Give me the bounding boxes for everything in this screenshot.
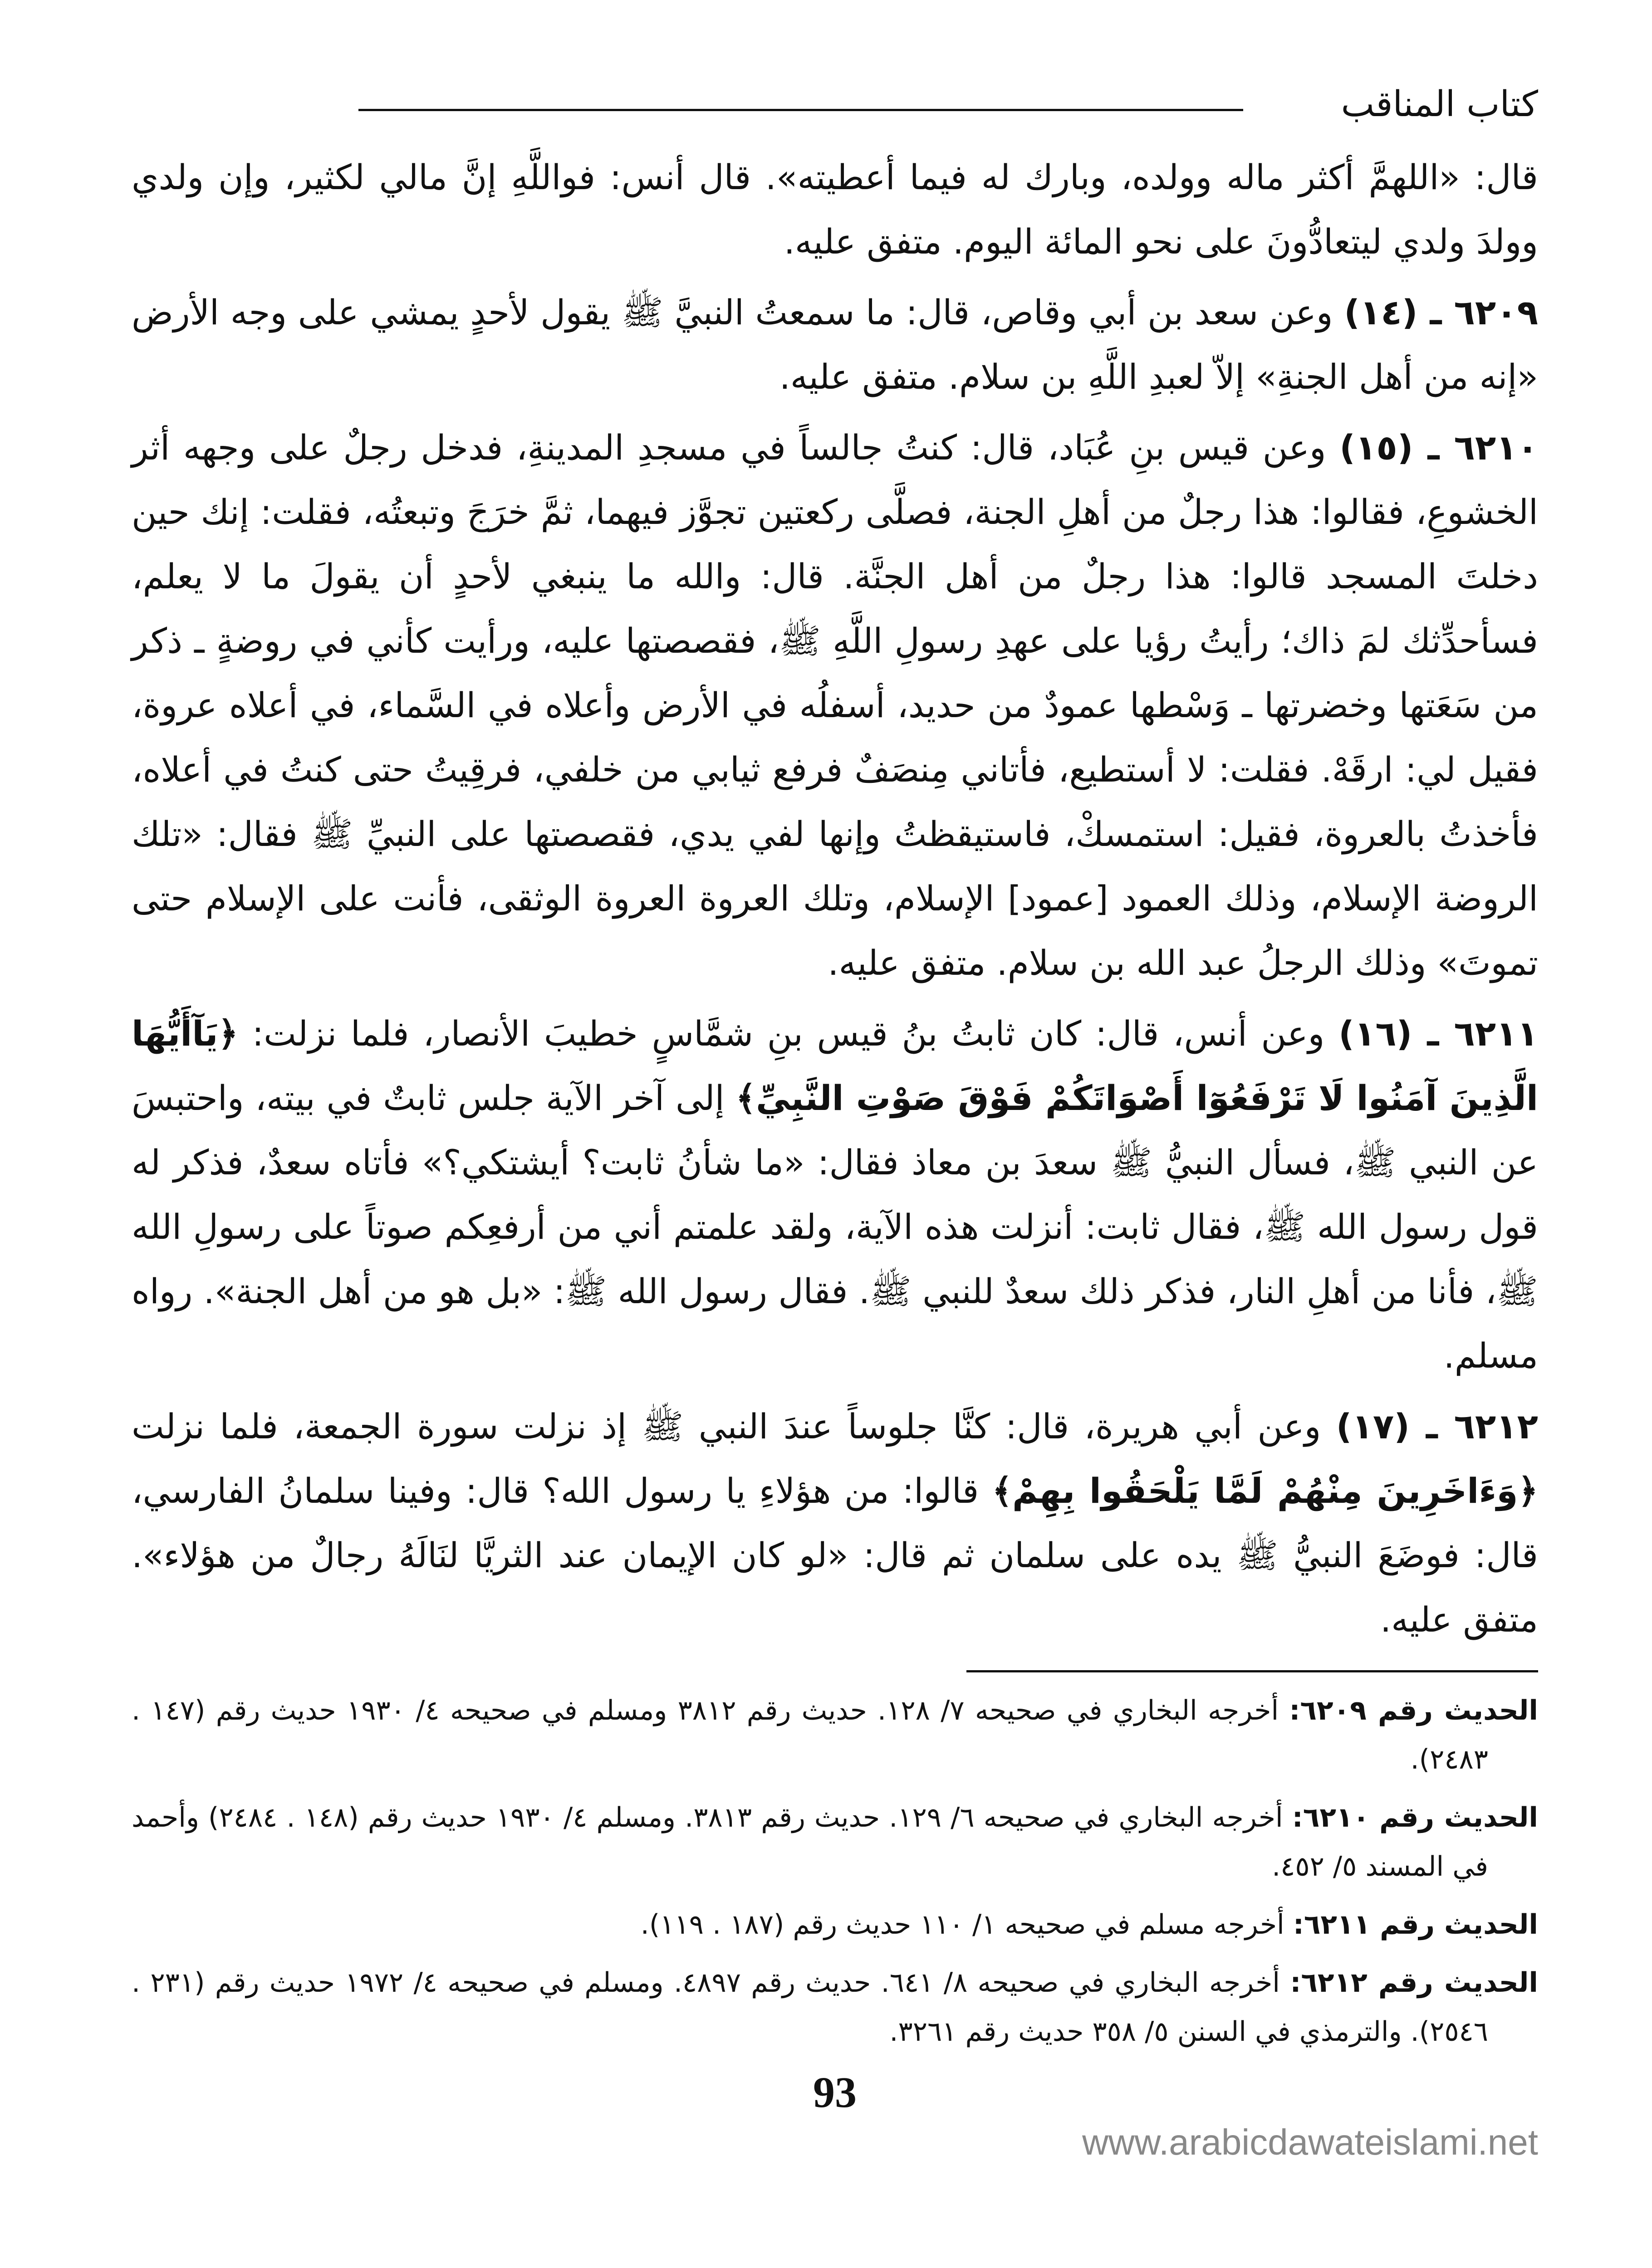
hadith-6212 [132, 1394, 1538, 1652]
page-number: 93 [813, 2068, 857, 2116]
footnote [132, 1686, 1538, 1784]
footnote-label: الحديث رقم ٦٢١٠: [1292, 1802, 1539, 1833]
hadith-number: ٦٢١٠ ـ (١٥) [1339, 427, 1538, 468]
footnote-text: أخرجه البخاري في صحيحه ٦/ ١٢٩. حديث رقم ٣٨١٣. ومسلم ٤/ ١٩٣٠ حديث رقم (١٤٨ . ٢٤٨٤) وأحمد في المسند ٥/ ٤٥٢. [132, 1802, 1488, 1882]
footnote-label: الحديث رقم ٦٢١١: [1293, 1909, 1538, 1941]
footnote-separator [966, 1670, 1538, 1672]
header-rule [358, 109, 1243, 111]
paragraph [132, 145, 1538, 274]
paragraph-text: قالوا: من هؤلاءِ يا رسول الله؟ قال: وفينا سلمانُ الفارسي، قال: فوضَعَ النبيُّ ﷺ يده على سلمان ثم قال: «لو كان الإيمان عند الثريَّا لنَالَهُ رجالٌ من هؤلاء». متفق عليه. [132, 1471, 1538, 1640]
quran-verse: ﴿وَءَاخَرِينَ مِنْهُمْ لَمَّا يَلْحَقُوا بِهِمْ﴾ [992, 1471, 1538, 1511]
footnote-label: الحديث رقم ٦٢٠٩: [1289, 1695, 1538, 1726]
footnote-text: أخرجه البخاري في صحيحه ٧/ ١٢٨. حديث رقم ٣٨١٢ ومسلم في صحيحه ٤/ ١٩٣٠ حديث رقم (١٤٧ . ٢٤٨٣). [132, 1695, 1488, 1775]
footnotes [132, 1686, 1538, 2056]
chapter-title: كتاب المناقب [1341, 84, 1538, 125]
footnote [132, 1900, 1538, 1949]
footnote-text: أخرجه البخاري في صحيحه ٨/ ٦٤١. حديث رقم ٤٨٩٧. ومسلم في صحيحه ٤/ ١٩٧٢ حديث رقم (٢٣١ . ٢٥٤٦). والترمذي في السنن ٥/ ٣٥٨ حديث رقم ٣٢٦١. [132, 1967, 1488, 2048]
footnote [132, 1958, 1538, 2056]
hadith-6211 [132, 1002, 1538, 1388]
footnote-text: أخرجه مسلم في صحيحه ١/ ١١٠ حديث رقم (١٨٧ . ١١٩). [640, 1909, 1284, 1941]
hadith-number: ٦٢١١ ـ (١٦) [1338, 1013, 1538, 1054]
paragraph-text: وعن قيس بنِ عُبَاد، قال: كنتُ جالساً في مسجدِ المدينةِ، فدخل رجلٌ على وجهه أثر الخشوعِ، فقالوا: هذا رجلٌ من أهلِ الجنة، فصلَّى ركعتين تجوَّز فيهما، ثمَّ خرَجَ وتبعتُه، فقلت: إنك حين دخلتَ المسجد قالوا: هذا رجلٌ من أهل الجنَّة. قال: والله ما ينبغي لأحدٍ أن يقولَ ما لا يعلم، فسأحدِّثك لمَ ذاك؛ رأيتُ رؤيا على عهدِ رسولِ اللَّهِ ﷺ، فقصصتها عليه، ورأيت كأني في روضةٍ ـ ذكر من سَعَتها وخضرتها ـ وَسْطها عمودٌ من حديد، أسفلُه في الأرض وأعلاه في السَّماء، في أعلاه عروة، فقيل لي: ارقَهْ. فقلت: لا أستطيع، فأتاني مِنصَفٌ فرفع ثيابي من خلفي، فرقِيتُ حتى كنتُ في أعلاه، فأخذتُ بالعروة، فقيل: استمسكْ، فاستيقظتُ وإنها لفي يدي، فقصصتها على النبيِّ ﷺ فقال: «تلك الروضة الإسلام، وذلك العمود [عمود] الإسلام، وتلك العروة العروة الوثقى، فأنت على الإسلام حتى تموتَ» وذلك الرجلُ عبد الله بن سلام. متفق عليه. [132, 427, 1538, 983]
watermark: www.arabicdawateislami.net [1082, 2122, 1538, 2162]
paragraph-text: إلى آخر الآية جلس ثابتٌ في بيته، واحتبسَ عن النبي ﷺ، فسأل النبيُّ ﷺ سعدَ بن معاذ فقال: «ما شأنُ ثابت؟ أيشتكي؟» فأتاه سعدٌ، فذكر له قول رسول الله ﷺ، فقال ثابت: أنزلت هذه الآية، ولقد علمتم أني من أرفعِكم صوتاً على رسولِ الله ﷺ، فأنا من أهلِ النار، فذكر ذلك سعدٌ للنبي ﷺ. فقال رسول الله ﷺ: «بل هو من أهل الجنة». رواه مسلم. [132, 1078, 1538, 1376]
paragraph-text: وعن سعد بن أبي وقاص، قال: ما سمعتُ النبيَّ ﷺ يقول لأحدٍ يمشي على وجه الأرض «إنه من أهل الجنةِ» إلاّ لعبدِ اللَّهِ بن سلام. متفق عليه. [132, 292, 1538, 397]
main-text [132, 145, 1538, 1652]
running-header [132, 77, 1538, 132]
quran-verse: ﴿يَآأَيُّهَا الَّذِينَ آمَنُوا لَا تَرْفَعُوٓا أَصْوَاتَكُمْ فَوْقَ صَوْتِ النَّبِيِّ﴾ [132, 1013, 1538, 1118]
hadith-number: ٦٢١٢ ـ (١٧) [1336, 1406, 1538, 1447]
paragraph-text: قال: «اللهمَّ أكثر ماله وولده، وبارك له فيما أعطيته». قال أنس: فواللَّهِ إنَّ مالي لكثير، وإن ولدي وولدَ ولدي ليتعادُّونَ على نحو المائة اليوم. متفق عليه. [132, 157, 1538, 262]
paragraph-text: وعن أبي هريرة، قال: كنَّا جلوساً عندَ النبي ﷺ إذ نزلت سورة الجمعة، فلما نزلت [132, 1406, 1321, 1447]
footnote-label: الحديث رقم ٦٢١٢: [1290, 1967, 1538, 1999]
footnote-separator-wrap [132, 1670, 1538, 1672]
footnote [132, 1793, 1538, 1891]
hadith-number: ٦٢٠٩ ـ (١٤) [1344, 292, 1538, 332]
hadith-6210 [132, 415, 1538, 995]
hadith-6209 [132, 280, 1538, 409]
paragraph-text: وعن أنس، قال: كان ثابتُ بنُ قيس بنِ شمَّاسٍ خطيبَ الأنصار، فلما نزلت: [252, 1013, 1325, 1054]
